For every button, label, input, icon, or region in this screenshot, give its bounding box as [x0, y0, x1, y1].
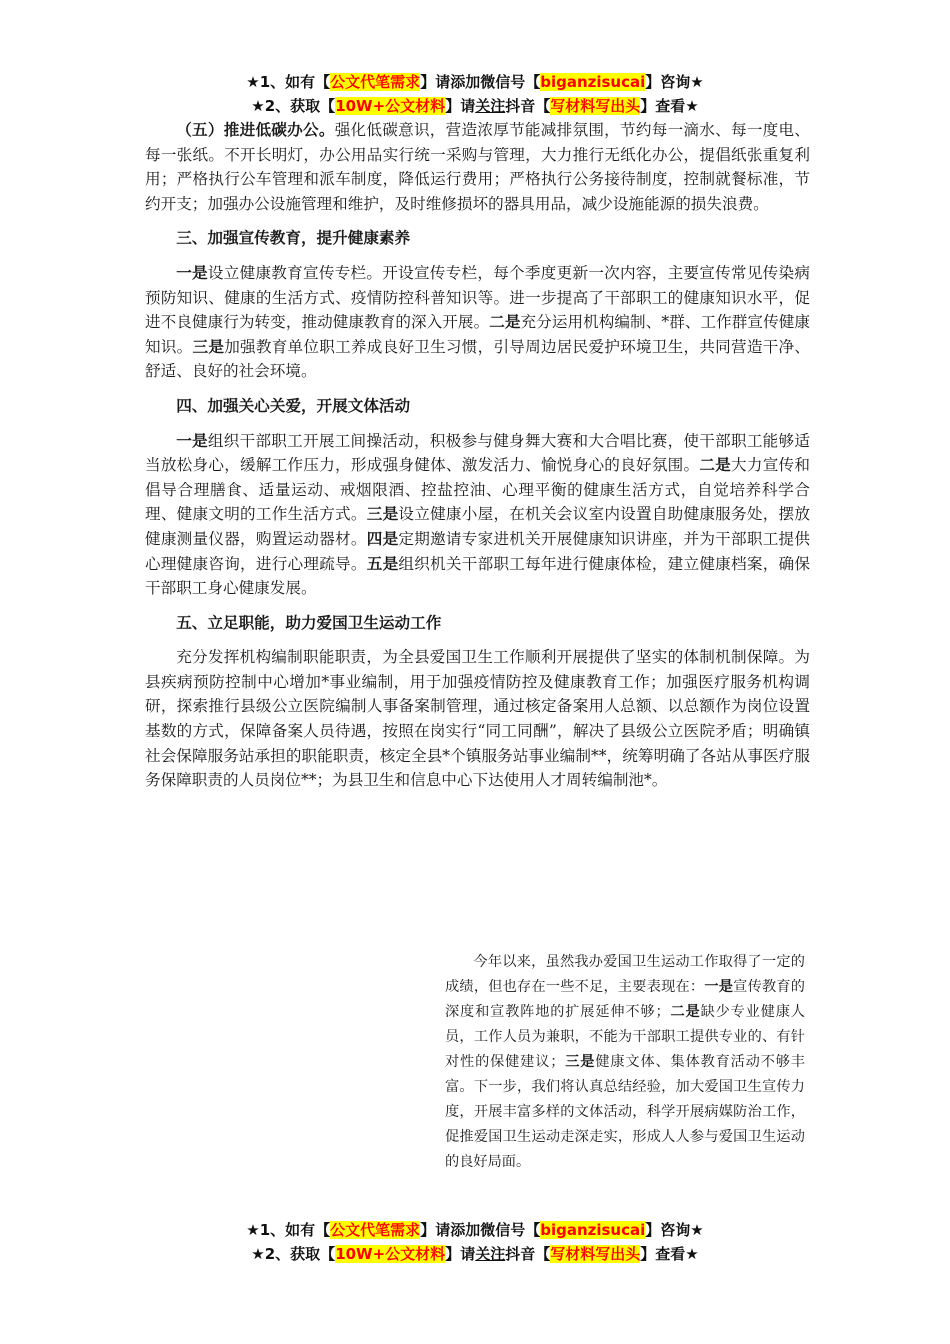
paragraph-section-4	[145, 429, 810, 601]
ad-text: 】查看★	[640, 1245, 699, 1263]
paragraph-text: 宣传教育的深度和宣教阵地的扩展延伸不够；	[445, 979, 805, 1020]
keyword: 二是	[699, 455, 732, 475]
keyword: 二是	[669, 1004, 701, 1020]
section-heading-3: 三、加强宣传教育，提升健康素养	[176, 228, 411, 248]
paragraph-text: 加强教育单位职工养成良好卫生习惯，引导周边居民爱护环境卫生，共同营造干净、舒适、良好的社会环境。	[145, 337, 810, 381]
keyword: 五是	[366, 553, 399, 573]
top-ad-line-1	[0, 70, 950, 94]
douyin-account: 写材料写出头	[550, 1245, 641, 1263]
paragraph-section-5: 充分发挥机构编制职能职责，为全县爱国卫生工作顺利开展提供了坚实的体制机制保障。为县疾病预防控制中心增加*事业编制，用于加强疫情防控及健康教育工作；加强医疗服务机构调研，探索推行县级公立医院编制人事备案制管理，通过核定备案用人总额、以总额作为岗位设置基数的方式，保障备案人员待遇，按照在岗实行“同工同酬”，解决了县级公立医院矛盾；明确镇社会保障服务站承担的职能职责，核定全县*个镇服务站事业编制**，统筹明确了各站从事医疗服务保障职责的人员岗位**；为县卫生和信息中心下达使用人才周转编制池*。	[145, 648, 810, 790]
paragraph-text: 设立健康小屋，在机关会议室内设置自助健康服务处，摆放健康测量仪器，购置运动器材。	[145, 505, 810, 548]
paragraph-text: 组织干部职工开展工间操活动，积极参与健身舞大赛和大合唱比赛，使干部职工能够适当放松身心，缓解工作压力，形成强身健体、激发活力、愉悦身心的良好氛围。	[145, 431, 810, 475]
ad-text: ★2、获取【	[251, 97, 336, 115]
paragraph-text: 大力宣传和倡导合理膳食、适量运动、戒烟限酒、控盐控油、心理平衡的健康生活方式，自觉培养科学合理、健康文明的工作生活方式。	[145, 456, 810, 524]
keyword: 一是	[176, 262, 208, 282]
paragraph-text: 设立健康教育宣传专栏。开设宣传专栏，每个季度更新一次内容，主要宣传常见传染病预防知识、健康的生活方式、疫情防控科普知识等。进一步提高了干部职工的健康知识水平，促进不良健康行为转变，推动健康教育的深入开展。	[145, 263, 810, 332]
ad-text: 】查看★	[640, 97, 699, 115]
ad-text: 抖音【	[505, 97, 551, 115]
ad-text: 关注	[475, 97, 506, 115]
ad-text: 】请	[445, 1245, 476, 1263]
paragraph-low-carbon	[145, 118, 810, 216]
ad-text: 】请	[445, 97, 476, 115]
keyword: 一是	[176, 430, 208, 450]
keyword: 二是	[489, 312, 521, 332]
ad-text: 】请添加微信号【	[420, 1221, 541, 1239]
paragraph-text: 充分运用机构编制、*群、工作群宣传健康知识。	[145, 313, 810, 356]
paragraph-text: 组织机关干部职工每年进行健康体检，建立健康档案，确保干部职工身心健康发展。	[145, 554, 810, 598]
paragraph-text: 定期邀请专家进机关开展健康知识讲座，并为干部职工提供心理健康咨询，进行心理疏导。	[145, 529, 810, 573]
ad-text: ★2、获取【	[251, 1245, 336, 1263]
ad-highlight: 公文代笔需求	[330, 1221, 421, 1239]
paragraph-text: 缺少专业健康人员，工作人员为兼职，不能为干部职工提供专业的、有针对性的保健建议；	[445, 1004, 805, 1070]
paragraph-section-3	[145, 261, 810, 384]
ad-highlight: 10W+公文材料	[335, 1245, 446, 1263]
document-body	[145, 118, 810, 793]
summary-paragraph	[445, 950, 805, 1175]
bottom-ad-line-2	[0, 1242, 950, 1266]
top-ad-line-2	[0, 94, 950, 118]
ad-text: 关注	[475, 1245, 506, 1263]
ad-text: 】咨询★	[645, 1221, 704, 1239]
paragraph-text: 健康文体、集体教育活动不够丰富。下一步，我们将认真总结经验，加大爱国卫生宣传力度，开展丰富多样的文体活动，科学开展病媒防治工作，促推爱国卫生运动走深走实，形成人人参与爱国卫生运动的良好局面。	[445, 1054, 805, 1170]
ad-text: 】咨询★	[645, 73, 704, 91]
ad-text: ★1、如有【	[246, 1221, 331, 1239]
douyin-account: 写材料写出头	[550, 97, 641, 115]
keyword: 三是	[564, 1054, 596, 1070]
ad-text: 】请添加微信号【	[420, 73, 541, 91]
paragraph-text: 强化低碳意识，营造浓厚节能减排氛围，节约每一滴水、每一度电、每一张纸。不开长明灯，办公用品实行统一采购与管理，大力推行无纸化办公，提倡纸张重复利用；严格执行公车管理和派车制度，降低运行费用；严格执行公务接待制度，控制就餐标准，节约开支；加强办公设施管理和维护，及时维修损坏的器具用品，减少设施能源的损失浪费。	[145, 121, 810, 213]
paragraph-text: 今年以来，虽然我办爱国卫生运动工作取得了一定的成绩，但也存在一些不足，主要表现在：	[445, 954, 805, 995]
section-heading-5: 五、立足职能，助力爱国卫生运动工作	[176, 612, 442, 632]
ad-text: ★1、如有【	[246, 73, 331, 91]
wechat-id: biganzisucai	[540, 1221, 646, 1239]
summary-block	[445, 950, 805, 1175]
section-heading-4: 四、加强关心关爱，开展文体活动	[176, 395, 411, 415]
keyword: 四是	[366, 528, 399, 548]
subsection-label: （五）推进低碳办公。	[176, 120, 335, 139]
keyword: 一是	[704, 979, 734, 995]
keyword: 三是	[192, 336, 225, 356]
ad-highlight: 公文代笔需求	[330, 73, 421, 91]
wechat-id: biganzisucai	[540, 73, 646, 91]
ad-text: 抖音【	[505, 1245, 551, 1263]
keyword: 三是	[366, 504, 399, 524]
bottom-ad-line-1	[0, 1218, 950, 1242]
ad-highlight: 10W+公文材料	[335, 97, 446, 115]
